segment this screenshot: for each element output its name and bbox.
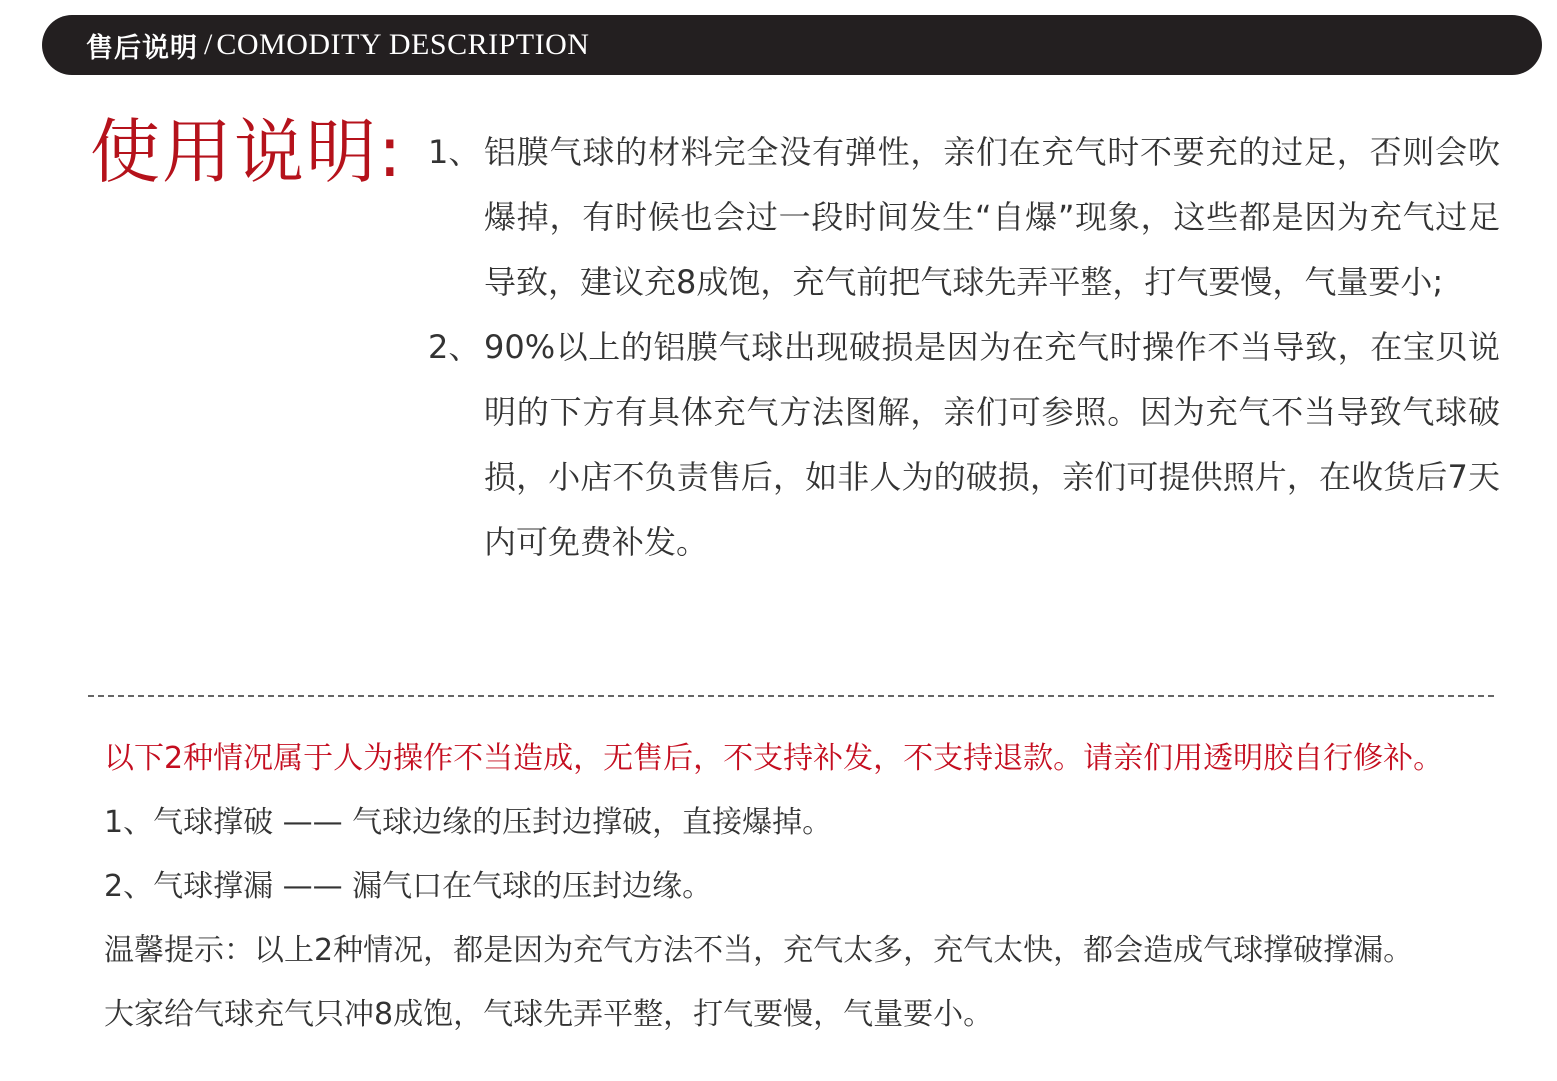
usage-item-1 [428,120,1500,315]
usage-item-number: 1、 [428,133,481,171]
header-separator: / [204,28,213,61]
usage-item-number: 2、 [428,328,481,366]
section-header-bar [42,15,1542,75]
tip-text-2: 大家给气球充气只冲8成饱，气球先弄平整，打气要慢，气量要小。 [104,997,994,1032]
usage-list [428,120,1500,575]
usage-title: 使用说明: [90,111,404,193]
tip-text: 温馨提示：以上2种情况，都是因为充气方法不当，充气太多，充气太快，都会造成气球撑破撑漏。 [104,933,1414,968]
header-title-cn: 售后说明 [86,32,198,64]
usage-item-text: 90%以上的铝膜气球出现破损是因为在充气时操作不当导致，在宝贝说明的下方有具体充气方法图解，亲们可参照。因为充气不当导致气球破损，小店不负责售后，如非人为的破损，亲们可提供照片，在收货后7天内可免费补发。 [484,328,1500,561]
case-1-text: 1、气球撑破 —— 气球边缘的压封边撑破，直接爆掉。 [104,805,833,840]
usage-item-text: 铝膜气球的材料完全没有弹性，亲们在充气时不要充的过足，否则会吹爆掉，有时候也会过一段时间发生“自爆”现象，这些都是因为充气过足导致，建议充8成饱，充气前把气球先弄平整，打气要慢，气量要小; [484,133,1500,301]
usage-item-2 [428,315,1500,575]
after-sale-notice [104,727,1524,1047]
header-title-en: COMODITY DESCRIPTION [216,28,590,61]
case-2-text: 2、气球撑漏 —— 漏气口在气球的压封边缘。 [104,869,713,904]
warning-text: 以下2种情况属于人为操作不当造成，无售后，不支持补发，不支持退款。请亲们用透明胶自行修补。 [104,741,1444,776]
dashed-divider [88,695,1494,697]
